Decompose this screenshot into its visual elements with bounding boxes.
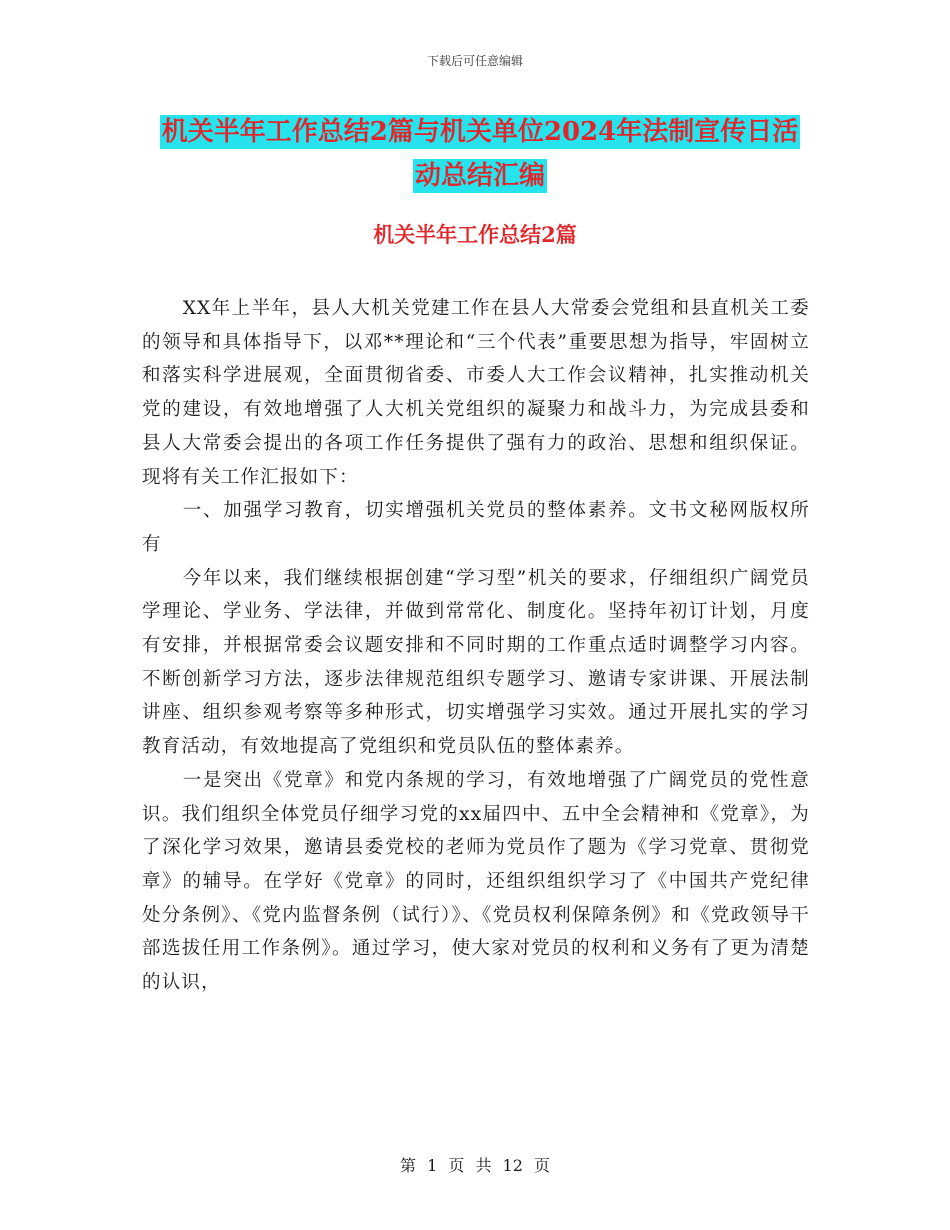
paragraph: 今年以来，我们继续根据创建“学习型”机关的要求，仔细组织广阔党员学理论、学业务、学法律，并做到常常化、制度化。坚持年初订计划，月度有安排，并根据常委会议题安排和不同时期的工作重点适时调整学习内容。不断创新学习方法，逐步法律规范组织专题学习、邀请专家讲课、开展法制讲座、组织参观考察等多种形式，切实增强学习实效。通过开展扎实的学习教育活动，有效地提高了党组织和党员队伍的整体素养。 [142,567,810,758]
page-number: 第 1 页 共 12 页 [400,1156,550,1175]
section-title: 机关半年工作总结2篇 [373,222,577,247]
document-body [142,292,810,1000]
document-title [150,110,810,198]
document-title-text: 机关半年工作总结2篇与机关单位2024年法制宣传日活动总结汇编 [161,117,799,191]
paragraph: 一是突出《党章》和党内条规的学习，有效地增强了广阔党员的党性意识。我们组织全体党员仔细学习党的xx届四中、五中全会精神和《党章》，为了深化学习效果，邀请县委党校的老师为党员作了题为《学习党章、贯彻党章》的辅导。在学好《党章》的同时，还组织组织学习了《中国共产党纪律处分条例》、《党内监督条例（试行）》、《党员权利保障条例》和《党政领导干部选拔任用工作条例》。通过学习，使大家对党员的权利和义务有了更为清楚的认识， [142,769,810,994]
paragraph: 一、加强学习教育，切实增强机关党员的整体素养。文书文秘网版权所有 [142,500,810,555]
paragraph: XX年上半年，县人大机关党建工作在县人大常委会党组和县直机关工委的领导和具体指导下，以邓**理论和“三个代表”重要思想为指导，牢固树立和落实科学进展观，全面贯彻省委、市委人大工作会议精神，扎实推动机关党的建设，有效地增强了人大机关党组织的凝聚力和战斗力，为完成县委和县人大常委会提出的各项工作任务提供了强有力的政治、思想和组织保证。现将有关工作汇报如下： [142,298,810,488]
download-note: 下载后可任意编辑 [426,54,523,68]
